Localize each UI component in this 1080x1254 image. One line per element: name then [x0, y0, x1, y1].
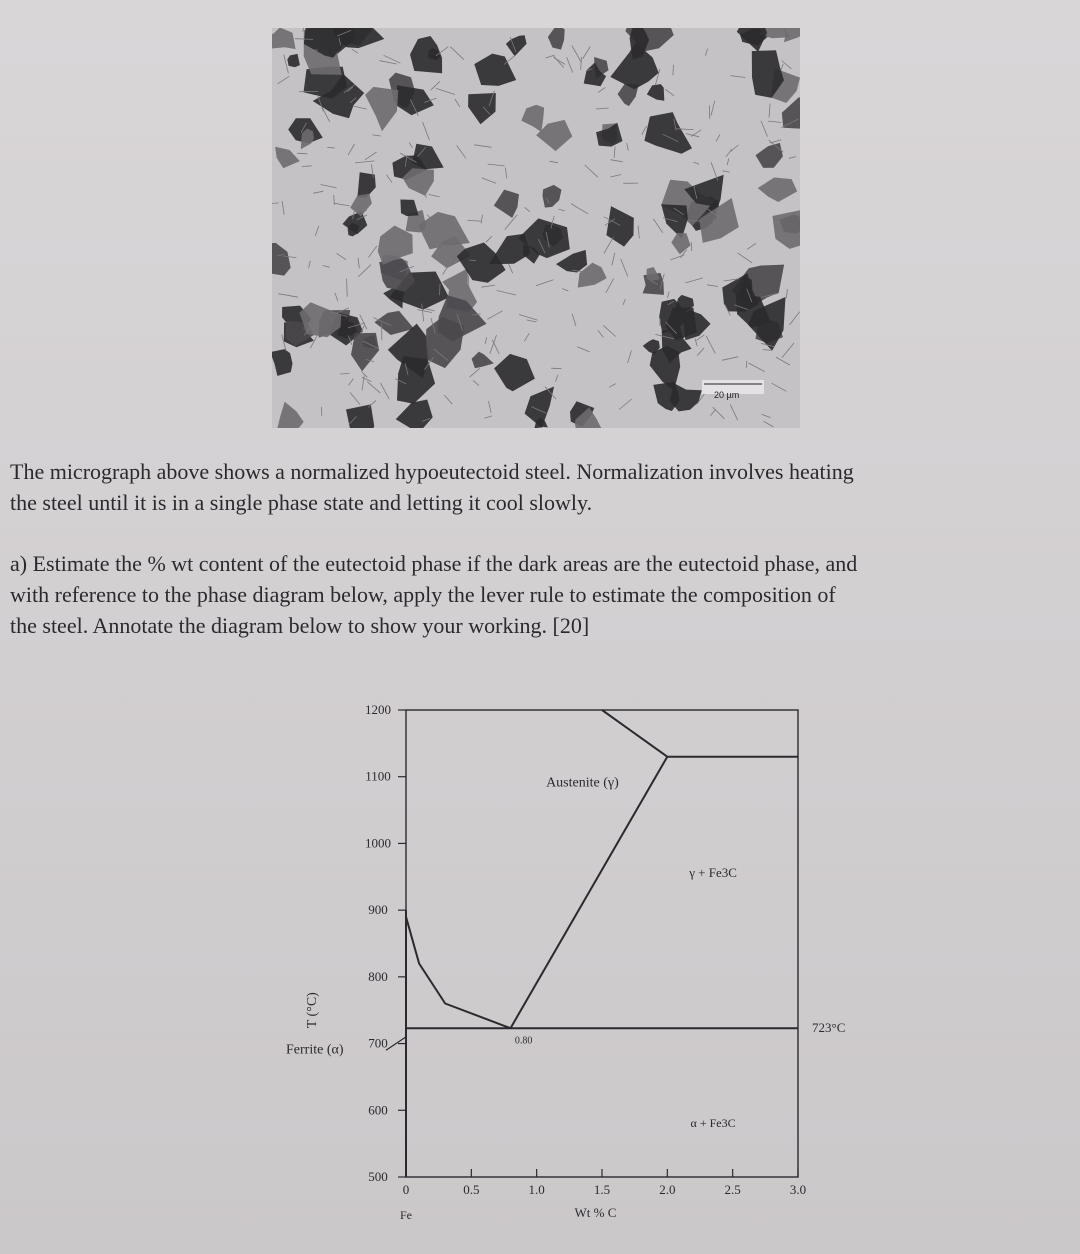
y-axis-label: T (°C) — [305, 992, 320, 1029]
label-alpha-fe3c: α + Fe3C — [690, 1115, 736, 1130]
grain-boundary — [440, 284, 441, 295]
phase-diagram-svg — [270, 690, 890, 1240]
label-gamma-fe3c: γ + Fe3C — [689, 864, 737, 880]
x-tick-label: 2.0 — [659, 1182, 676, 1197]
y-tick-label: 900 — [368, 902, 388, 918]
y-tick-label: 1200 — [365, 702, 391, 717]
label-eutectoid-composition: 0.80 — [514, 1035, 533, 1047]
intro-line-2: the steel until it is in a single phase state and letting it cool slowly. — [10, 490, 593, 515]
x-tick-label: 0 — [402, 1182, 410, 1197]
label-fe: Fe — [400, 1208, 412, 1222]
phase-line-upper-boundary — [602, 710, 667, 757]
y-tick-label: 800 — [368, 968, 388, 984]
x-tick-label: 0.5 — [463, 1182, 480, 1197]
x-tick-label: 2.5 — [724, 1182, 741, 1197]
steel-micrograph-image — [272, 28, 800, 428]
y-tick-label: 1000 — [365, 835, 391, 851]
y-tick-label: 700 — [368, 1035, 388, 1051]
intro-paragraph — [10, 456, 1050, 518]
label-austenite: Austenite (γ) — [546, 775, 619, 791]
micrograph-scale-bar-label: 20 µm — [714, 390, 740, 400]
grain-boundary — [551, 368, 561, 369]
question-a-paragraph — [10, 548, 1050, 641]
question-line-2: with reference to the phase diagram below, apply the lever rule to estimate the composition of — [10, 582, 836, 607]
label-ferrite: Ferrite (α) — [286, 1042, 344, 1058]
x-axis-label: Wt % C — [574, 1205, 617, 1220]
y-tick-label: 600 — [368, 1102, 388, 1118]
phase-line-acm-line — [511, 757, 668, 1028]
x-tick-label: 1.5 — [593, 1182, 611, 1197]
intro-line-1: The micrograph above shows a normalized hypoeutectoid steel. Normalization involves heating — [10, 459, 854, 484]
x-tick-label: 1.0 — [528, 1182, 545, 1197]
question-line-3: the steel. Annotate the diagram below to show your working. [20] — [10, 613, 590, 638]
label-723c: 723°C — [812, 1020, 846, 1036]
y-tick-label: 1100 — [365, 768, 391, 784]
y-tick-label: 500 — [368, 1169, 388, 1184]
iron-carbon-phase-diagram — [270, 690, 890, 1240]
question-line-1: a) Estimate the % wt content of the eutectoid phase if the dark areas are the eutectoid phase, and — [10, 551, 858, 576]
phase-line-a3-line — [406, 917, 511, 1028]
x-tick-label: 3.0 — [789, 1182, 807, 1197]
